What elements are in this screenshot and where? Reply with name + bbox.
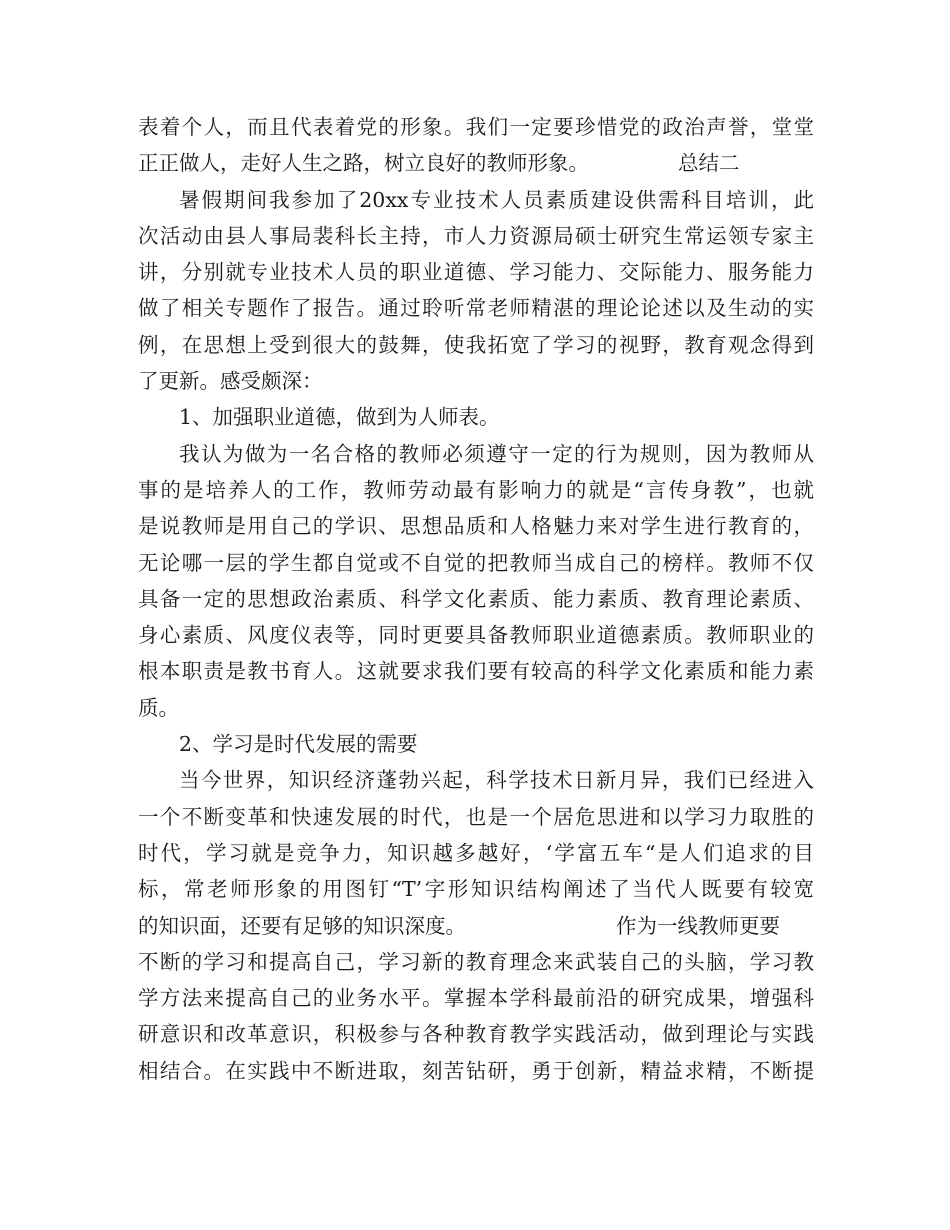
text-line: 身心素质、风度仪表等，同时更要具备教师职业道德素质。教师职业的: [138, 623, 814, 648]
text-segment: 的知识面，还要有足够的知识深度。: [138, 913, 466, 938]
text-line-with-heading: [138, 145, 814, 181]
list-heading: 2、学习是时代发展的需要: [179, 732, 418, 757]
text-line: 当今世界，知识经济蓬勃兴起，科学技术日新月异，我们已经进入: [179, 768, 814, 793]
text-line: 无论哪一层的学生都自觉或不自觉的把教师当成自己的榜样。教师不仅: [138, 550, 814, 575]
text-line: 具备一定的思想政治素质、科学文化素质、能力素质、教育理论素质、: [138, 586, 814, 611]
text-line: 是说教师是用自己的学识、思想品质和人格魅力来对学生进行教育的，: [138, 514, 814, 539]
document-body: [138, 109, 814, 1089]
text-line: 表着个人，而且代表着党的形象。我们一定要珍惜党的政治声誉，堂堂: [138, 115, 814, 139]
text-line: 例，在思想上受到很大的鼓舞，使我拓宽了学习的视野，教育观念得到: [138, 332, 814, 357]
list-heading: 1、加强职业道德，做到为人师表。: [179, 405, 500, 430]
text-line: 做了相关专题作了报告。通过聆听常老师精湛的理论论述以及生动的实: [138, 296, 814, 321]
text-line: 质。: [138, 695, 179, 720]
text-line: 我认为做为一名合格的教师必须遵守一定的行为规则，因为教师从: [179, 441, 814, 466]
text-line: 学方法来提高自己的业务水平。掌握本学科最前沿的研究成果，增强科: [138, 986, 814, 1011]
text-line: 事的是培养人的工作，教师劳动最有影响力的就是“言传身教”，也就: [138, 477, 814, 502]
text-line: 一个不断变革和快速发展的时代，也是一个居危思进和以学习力取胜的: [138, 804, 814, 829]
text-line: 根本职责是教书育人。这就要求我们要有较高的科学文化素质和能力素: [138, 659, 814, 684]
text-segment: 作为一线教师更要: [616, 913, 780, 938]
text-line: 标，常老师形象的用图钉“T’字形知识结构阐述了当代人既要有较宽: [138, 877, 814, 902]
text-segment: 正正做人，走好人生之路，树立良好的教师形象。: [138, 151, 589, 176]
text-line: 不断的学习和提高自己，学习新的教育理念来武装自己的头脑，学习教: [138, 949, 814, 974]
text-line: 次活动由县人事局裴科长主持，市人力资源局硕士研究生常运领专家主: [138, 223, 814, 248]
section-heading: 总结二: [678, 151, 740, 176]
text-line: 暑假期间我参加了20xx专业技术人员素质建设供需科目培训，此: [179, 187, 814, 212]
text-line: 时代，学习就是竞争力，知识越多越好，‘学富五车“是人们追求的目: [138, 840, 814, 865]
text-line: 了更新。感受颇深：: [138, 369, 323, 394]
text-line: 讲，分别就专业技术人员的职业道德、学习能力、交际能力、服务能力: [138, 260, 814, 285]
text-line-with-gap: [138, 908, 814, 944]
text-line: 相结合。在实践中不断进取，刻苦钻研，勇于创新，精益求精，不断提: [138, 1058, 814, 1083]
text-line: 研意识和改革意识，积极参与各种教育教学实践活动，做到理论与实践: [138, 1022, 814, 1047]
